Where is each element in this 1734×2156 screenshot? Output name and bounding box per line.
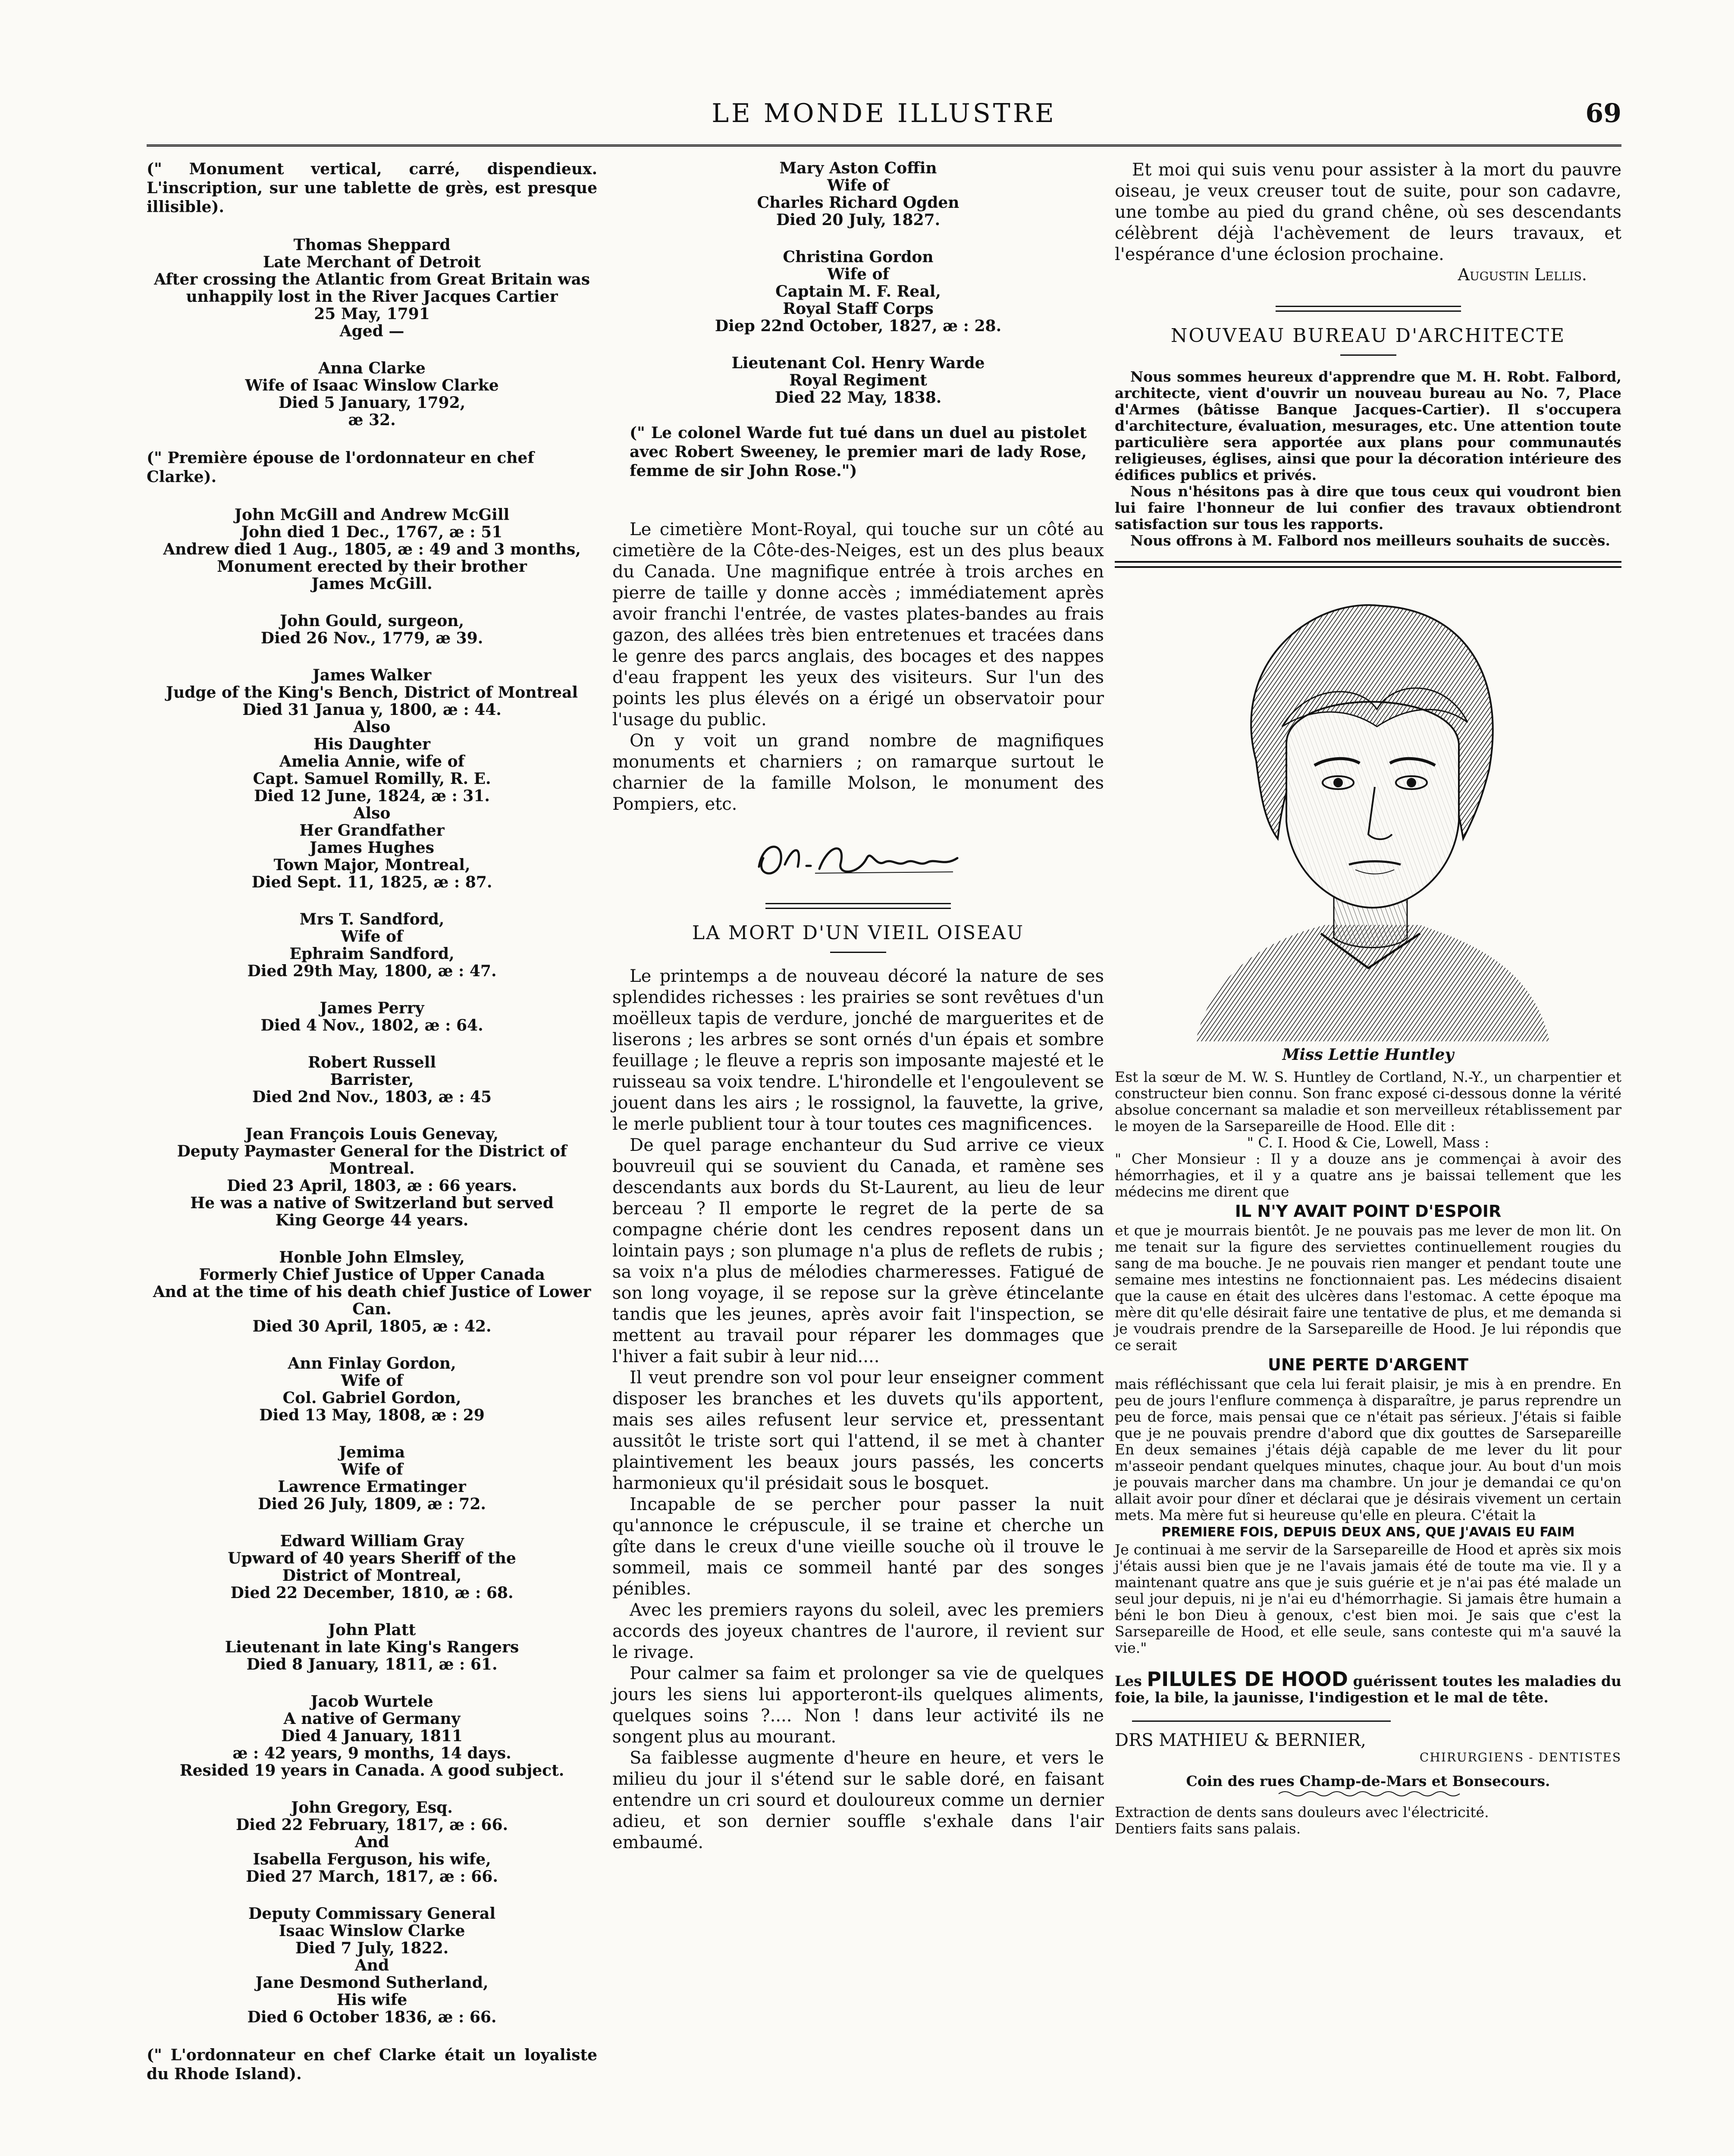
- epitaph-line: unhappily lost in the River Jacques Cartier: [186, 288, 558, 306]
- epitaph-line: Col. Gabriel Gordon,: [282, 1389, 461, 1407]
- epitaph-line: Barrister,: [330, 1071, 414, 1089]
- epitaph-line: Monument erected by their brother: [217, 558, 527, 576]
- epitaph-line: John Gould, surgeon,: [280, 612, 464, 630]
- epitaph-line: Wife of: [341, 1460, 403, 1479]
- author-signature: Augustin Lellis.: [1458, 265, 1587, 284]
- epitaph-line: Died 12 June, 1824, æ : 31.: [254, 787, 490, 805]
- ad-paragraph: mais réfléchissant que cela lui ferait plaisir, je mis à en prendre. En peu de jours l'enflure commença à disparaître, je parus reprendre un peu de force, mais pensai que ce n'était pas sérieux. J'étais si faible que je ne pouvais prendre d'abord que dix gouttes de Sarsepareille En deux semaines j'étais déjà capable de me lever du lit pour m'asseoir pendant quelques minutes, chaque jour. Au bout d'un mois je pouvais marcher dans ma chambre. Un jour je demandai ce qu'on allait avoir pour dîner et déclarai que je désirais vivement un certain mets. Ma mère fut si heureuse qu'elle en pleura. C'était la: [1115, 1376, 1621, 1523]
- epitaph-line: Died 31 Janua y, 1800, æ : 44.: [242, 701, 502, 719]
- epitaph-line: Died 26 Nov., 1779, æ 39.: [260, 629, 483, 647]
- short-divider: [1340, 354, 1396, 356]
- paragraph: Pour calmer sa faim et prolonger sa vie de quelques jours les siens lui apporteront-ils quelques aliments, quelques soins ?.... Non ! dans leur activité ils ne songent plus au mourant.: [612, 1664, 1104, 1747]
- epitaph-line: Lieutenant Col. Henry Warde: [731, 354, 985, 372]
- epitaph: [147, 612, 597, 647]
- epitaph-line: Mrs T. Sandford,: [299, 910, 445, 928]
- epitaph-line: Upward of 40 years Sheriff of the: [228, 1549, 516, 1567]
- column-1: [147, 160, 597, 2084]
- epitaph-line: Isabella Ferguson, his wife,: [253, 1850, 491, 1868]
- dentist-line: Extraction de dents sans douleurs avec l'électricité.: [1115, 1804, 1489, 1821]
- epitaph-line: Died 4 January, 1811: [281, 1727, 463, 1745]
- epitaph-line: Died 13 May, 1808, æ : 29: [259, 1406, 485, 1424]
- epitaph-group-1: [147, 236, 597, 429]
- epitaph-line: Mary Aston Coffin: [779, 159, 937, 177]
- dentist-name: DRS MATHIEU & BERNIER,: [1115, 1730, 1366, 1750]
- epitaph-line: John Gregory, Esq.: [291, 1799, 453, 1817]
- masthead-rule: [147, 144, 1621, 147]
- epitaph: [147, 506, 597, 592]
- epitaph-line: Amelia Annie, wife of: [279, 752, 465, 771]
- newspaper-title: LE MONDE ILLUSTRE: [712, 98, 1057, 128]
- epitaph: [147, 360, 597, 429]
- epitaph-line: Late Merchant of Detroit: [263, 253, 481, 271]
- epitaph-line: Aged —: [339, 322, 404, 340]
- epitaph-line: A native of Germany: [283, 1710, 461, 1728]
- epitaph-line: King George 44 years.: [275, 1211, 469, 1229]
- dentist-role: CHIRURGIENS - DENTISTES: [1419, 1750, 1621, 1764]
- epitaph-line: Died 22 May, 1838.: [774, 389, 942, 407]
- epitaph-line: Diep 22nd October, 1827, æ : 28.: [715, 317, 1002, 335]
- epitaph-line: James Hughes: [310, 839, 434, 857]
- epitaph-line: Isaac Winslow Clarke: [279, 1922, 465, 1940]
- epitaph-line: Jean François Louis Genevay,: [245, 1125, 499, 1143]
- ad-heading: IL N'Y AVAIT POINT D'ESPOIR: [1235, 1202, 1502, 1221]
- epitaph: [147, 1125, 597, 1229]
- epitaph-line: Lawrence Ermatinger: [278, 1478, 466, 1496]
- epitaph-line: Anna Clarke: [318, 359, 426, 377]
- epitaph-line: Died Sept. 11, 1825, æ : 87.: [251, 873, 492, 891]
- epitaph-line: Died 5 January, 1792,: [278, 394, 466, 412]
- epitaph-line: Wife of: [827, 265, 889, 283]
- page-number: 69: [1585, 98, 1621, 128]
- portrait-engraving: [1179, 580, 1558, 1041]
- epitaph: [612, 354, 1104, 406]
- paragraph: Il veut prendre son vol pour leur enseigner comment disposer les branches et les duvets qu'ils apportent, mais ses ailes refusent leur service et, pressentant aussitôt le triste sort qui l'attend, il se met à chanter plaintivement les beaux jours passés, les concerts harmonieux qu'il présidait sous le bosquet.: [612, 1368, 1104, 1493]
- epitaph-line: Died 2nd Nov., 1803, æ : 45: [252, 1088, 492, 1106]
- epitaph-line: Town Major, Montreal,: [273, 856, 470, 874]
- paragraph: De quel parage enchanteur du Sud arrive ce vieux bouvreuil qui se souvient du Canada, et ramène ses descendants aux bords du St-Laurent, au lieu de leur berceau ? Il emporte le regret de la perte de sa compagne chérie dont les cendres reposent dans un lointain pays ; son plumage n'a plus de reflets de rubis ; sa voix n'a plus de mélodies charmeresses. Fatigué de son long voyage, il se repose sur la grève étincelante tandis que les jeunes, après avoir fait l'inspection, se mettent au travail pour réparer les dommages que l'hiver a fait subir à leur nid....: [612, 1135, 1104, 1366]
- architect-notice: [1115, 369, 1621, 549]
- ad-address: " C. I. Hood & Cie, Lowell, Mass :: [1247, 1134, 1489, 1151]
- epitaph-line: Died 22 February, 1817, æ : 66.: [235, 1816, 508, 1834]
- epitaph-line: After crossing the Atlantic from Great Britain was: [154, 270, 590, 288]
- note-monument: (" Monument vertical, carré, dispendieux. L'inscription, sur une tablette de grès, est presque illisible).: [147, 160, 597, 216]
- epitaph: [147, 1905, 597, 2026]
- epitaph-group-2: [147, 506, 597, 2026]
- paragraph: Nous offrons à M. Falbord nos meilleurs souhaits de succès.: [1130, 532, 1610, 549]
- epitaph-line: Died 26 July, 1809, æ : 72.: [258, 1495, 486, 1513]
- epitaph-line: Edward William Gray: [280, 1532, 464, 1550]
- paragraph: Incapable de se percher pour passer la nuit qu'annonce le crépuscule, il se traine et cherche un gîte dans le creux d'une vieille souche où il trouve le sommeil, mais ce sommeil hanté par des songes pénibles.: [612, 1495, 1104, 1599]
- paragraph: On y voit un grand nombre de magnifiques monuments et charniers ; on ramarque surtout le charnier de la famille Molson, le monument des Pompiers, etc.: [612, 731, 1104, 814]
- epitaph-line: Jemima: [339, 1443, 405, 1461]
- epitaph-line: Died 8 January, 1811, æ : 61.: [246, 1655, 498, 1673]
- pills-text: guérissent toutes les maladies du foie, la bile, la jaunisse, l'indigestion et le mal de tête.: [1115, 1673, 1621, 1706]
- epitaph-line: Died 29th May, 1800, æ : 47.: [247, 962, 497, 980]
- section-divider: [1276, 306, 1461, 312]
- column-3: [1115, 160, 1621, 1837]
- ad-heading: PREMIERE FOIS, DEPUIS DEUX ANS, QUE J'AVAIS EU FAIM: [1161, 1525, 1575, 1540]
- epitaph-line: æ 32.: [348, 411, 396, 429]
- epitaph-line: Royal Staff Corps: [783, 300, 934, 318]
- wavy-divider: [1115, 1789, 1621, 1798]
- epitaph-line: Honble John Elmsley,: [279, 1248, 465, 1266]
- ad-paragraph: et que je mourrais bientôt. Je ne pouvais pas me lever de mon lit. On me tenait sur la figure des serviettes continuellement rougies du sang de ma bouche. Je ne pouvais rien manger et pendant toute une semaine mes intestins ne fonctionnaient pas. Les médecins disaient que la cause en était des ulcères dans l'estomac. A cette époque ma mère dit qu'elle désirait faire une tentative de plus, et me demanda si je voudrais prendre de la Sarsepareille de Hood. Je lui répondis que ce serait: [1115, 1222, 1621, 1354]
- epitaph-line: Her Grandfather: [299, 821, 445, 840]
- paragraph: Et moi qui suis venu pour assister à la mort du pauvre oiseau, je veux creuser tout de suite, pour son cadavre, une tombe au pied du grand chêne, où ses descendants célèbrent déjà l'achèvement de leurs travaux, et l'espérance d'une éclosion prochaine.: [1115, 160, 1621, 264]
- epitaph-line: Died 20 July, 1827.: [776, 211, 941, 229]
- epitaph: [147, 1621, 597, 1673]
- epitaph-line: Also: [353, 718, 391, 736]
- epitaph-line: James Perry: [320, 999, 424, 1017]
- epitaph-line: He was a native of Switzerland but served: [190, 1194, 554, 1212]
- cemetery-article: [612, 519, 1104, 815]
- section-title: LA MORT D'UN VIEIL OISEAU: [692, 922, 1025, 944]
- epitaph-line: And: [354, 1833, 389, 1851]
- paragraph: Le printemps a de nouveau décoré la nature de ses splendides richesses : les prairies se sont revêtues d'un moëlleux tapis de verdure, jonché de marguerites et de liserons ; les arbres se sont ornés d'un épais et sombre feuillage ; le fleuve a repris son imposante majesté et le ruisseau sa voix tendre. L'hirondelle et l'engoulevent se jouent dans les airs ; le rossignol, la fauvette, la grive, le merle publient tour à tour toutes ces magnificences.: [612, 966, 1104, 1134]
- note-first-wife: (" Première épouse de l'ordonnateur en chef Clarke).: [147, 449, 534, 486]
- epitaph-line: Wife of: [827, 176, 889, 194]
- paragraph: Nous sommes heureux d'apprendre que M. H. Robt. Falbord, architecte, vient d'ouvrir un nouveau bureau au No. 7, Place d'Armes (bâtisse Banque Jacques-Cartier). Il s'occupera d'architecture, évaluation, mesurages, etc. Une attention toute particulière sera apportée aux plans pour communautés religieuses, églises, ainsi que pour la décoration intérieure des édifices publics et privés.: [1115, 368, 1621, 483]
- ad-divider: [1132, 1720, 1391, 1722]
- pills-notice: [1115, 1667, 1621, 1706]
- epitaph-line: And at the time of his death chief Justice of Lower Can.: [153, 1283, 591, 1318]
- epitaph-group-3: [612, 160, 1104, 406]
- epitaph-line: James Walker: [312, 666, 432, 684]
- epitaph-line: Died 22 December, 1810, æ : 68.: [230, 1584, 514, 1602]
- epitaph-line: Jacob Wurtele: [310, 1692, 433, 1711]
- epitaph-line: Royal Regiment: [789, 371, 927, 389]
- epitaph-line: Robert Russell: [307, 1053, 436, 1072]
- ad-intro: Est la sœur de M. W. S. Huntley de Cortland, N.-Y., un charpentier et constructeur bien connu. Son franc exposé ci-dessous donne la vérité absolue concernant sa maladie et son merveilleux rétablissement par le moyen de la Sarsepareille de Hood. Elle dit :: [1115, 1069, 1621, 1134]
- short-divider: [830, 952, 886, 953]
- epitaph: [147, 236, 597, 340]
- epitaph-line: James McGill.: [311, 575, 433, 593]
- epitaph-line: John Platt: [328, 1621, 416, 1639]
- epitaph-line: Died 27 March, 1817, æ : 66.: [246, 1868, 498, 1886]
- epitaph: [147, 911, 597, 980]
- dentist-line: Dentiers faits sans palais.: [1115, 1820, 1301, 1837]
- epitaph-line: æ : 42 years, 9 months, 14 days.: [232, 1744, 511, 1762]
- epitaph-line: Judge of the King's Bench, District of Montreal: [166, 683, 578, 702]
- epitaph-line: Formerly Chief Justice of Upper Canada: [199, 1266, 545, 1284]
- signature: [612, 832, 1104, 886]
- epitaph-line: Thomas Sheppard: [293, 236, 451, 254]
- epitaph-line: Lieutenant in late King's Rangers: [225, 1638, 519, 1656]
- epitaph-line: Died 30 April, 1805, æ : 42.: [252, 1317, 492, 1335]
- signature-image: [746, 832, 970, 884]
- epitaph-line: Died 23 April, 1803, æ : 66 years.: [227, 1177, 517, 1195]
- note-duel: (" Le colonel Warde fut tué dans un duel au pistolet avec Robert Sweeney, le premier mari de lady Rose, femme de sir John Rose."): [630, 424, 1087, 480]
- epitaph: [147, 1355, 597, 1424]
- bird-article: [612, 966, 1104, 1853]
- epitaph-line: Deputy Commissary General: [248, 1905, 496, 1923]
- epitaph-line: Christina Gordon: [783, 248, 934, 266]
- epitaph: [147, 1249, 597, 1335]
- section-divider: [765, 903, 951, 909]
- hood-advertisement: [1115, 1069, 1621, 1706]
- epitaph: [147, 1054, 597, 1106]
- epitaph: [612, 160, 1104, 229]
- section-title: NOUVEAU BUREAU D'ARCHITECTE: [1170, 325, 1566, 347]
- epitaph-line: Jane Desmond Sutherland,: [255, 1974, 489, 1992]
- epitaph-line: 25 May, 1791: [314, 305, 430, 323]
- pills-brand: PILULES DE HOOD: [1147, 1667, 1348, 1691]
- epitaph: [147, 1444, 597, 1513]
- epitaph-line: Wife of: [341, 928, 403, 946]
- epitaph: [147, 1000, 597, 1034]
- epitaph-line: Deputy Paymaster General for the District of Montreal.: [177, 1142, 567, 1178]
- epitaph-line: Andrew died 1 Aug., 1805, æ : 49 and 3 months,: [163, 540, 581, 558]
- epitaph-line: Died 7 July, 1822.: [295, 1939, 449, 1957]
- epitaph: [147, 1799, 597, 1885]
- paragraph: Le cimetière Mont-Royal, qui touche sur un côté au cimetière de la Côte-des-Neiges, est un des plus beaux du Canada. Une magnifique entrée à trois arches en pierre de taille y donne accès ; immédiatement après avoir franchi l'entrée, de vastes plates-bandes au frais gazon, des allées très bien entretenues et tracées dans le genre des parcs anglais, des bocages et des nappes d'eau frappent les yeux des visiteurs. Sur l'un des points les plus élevés on a érigé un observatoir pour l'usage du public.: [612, 520, 1104, 730]
- ad-heading: UNE PERTE D'ARGENT: [1267, 1355, 1469, 1374]
- epitaph-line: District of Montreal,: [282, 1567, 462, 1585]
- epitaph-line: Wife of Isaac Winslow Clarke: [245, 376, 499, 395]
- portrait-caption: Miss Lettie Huntley: [1282, 1046, 1454, 1064]
- pills-prefix: Les: [1115, 1673, 1142, 1689]
- ad-paragraph: Je continuai à me servir de la Sarsepareille de Hood et après six mois j'étais aussi bien que je ne l'avais jamais été de toute ma vie. Il y a maintenant quatre ans que je suis guérie et je n'ai pas été malade un seul jour depuis, ni je n'ai eu d'hémorrhagie. Si jamais être humain a béni le bon Dieu à genoux, c'est bien moi. Je sais que c'est la Sarsepareille de Hood, et elle seule, sans conteste qui m'a sauvé la vie.": [1115, 1541, 1621, 1656]
- ad-paragraph: " Cher Monsieur : Il y a douze ans je commençai à avoir des hémorrhagies, et il y a quatre ans je baissai tellement que les médecins me dirent que: [1115, 1150, 1621, 1200]
- epitaph: [612, 248, 1104, 335]
- epitaph: [147, 1693, 597, 1779]
- epitaph-line: Ephraim Sandford,: [289, 945, 455, 963]
- epitaph-line: Resided 19 years in Canada. A good subject.: [179, 1761, 564, 1780]
- note-loyalist: (" L'ordonnateur en chef Clarke était un loyaliste du Rhode Island).: [147, 2046, 597, 2083]
- paragraph: Sa faiblesse augmente d'heure en heure, et vers le milieu du jour il s'étend sur le sable doré, en faisant entendre un cri sourd et douloureux comme un dernier adieu, et son dernier souffle s'exhale dans l'air embaumé.: [612, 1748, 1104, 1852]
- epitaph-line: Ann Finlay Gordon,: [288, 1354, 456, 1373]
- paragraph: Avec les premiers rayons du soleil, avec les premiers accords des joyeux chantres de l'aurore, il revient sur le rivage.: [612, 1600, 1104, 1662]
- epitaph-line: John McGill and Andrew McGill: [234, 506, 510, 524]
- dentist-advertisement: [1115, 1730, 1621, 1837]
- masthead: [147, 98, 1621, 133]
- column-2: [612, 160, 1104, 1853]
- epitaph-line: Captain M. F. Real,: [775, 282, 941, 301]
- epitaph-line: Died 6 October 1836, æ : 66.: [247, 2008, 497, 2026]
- section-divider: [1115, 561, 1621, 568]
- epitaph: [147, 667, 597, 891]
- portrait: [1115, 580, 1621, 1043]
- epitaph: [147, 1532, 597, 1601]
- epitaph-line: His Daughter: [313, 735, 431, 753]
- epitaph-line: His wife: [336, 1991, 408, 2009]
- epitaph-line: And: [354, 1956, 389, 1974]
- epitaph-line: Wife of: [341, 1372, 403, 1390]
- paragraph: Nous n'hésitons pas à dire que tous ceux qui voudront bien lui faire l'honneur de lui confier des travaux obtiendront satisfaction sur tous les rapports.: [1115, 483, 1621, 533]
- dentist-address: Coin des rues Champ-de-Mars et Bonsecours.: [1186, 1773, 1550, 1789]
- epitaph-line: Capt. Samuel Romilly, R. E.: [253, 770, 491, 788]
- epitaph-line: John died 1 Dec., 1767, æ : 51: [241, 523, 503, 541]
- epitaph-line: Died 4 Nov., 1802, æ : 64.: [260, 1016, 483, 1034]
- epitaph-line: Charles Richard Ogden: [757, 194, 960, 212]
- epitaph-line: Also: [353, 804, 391, 822]
